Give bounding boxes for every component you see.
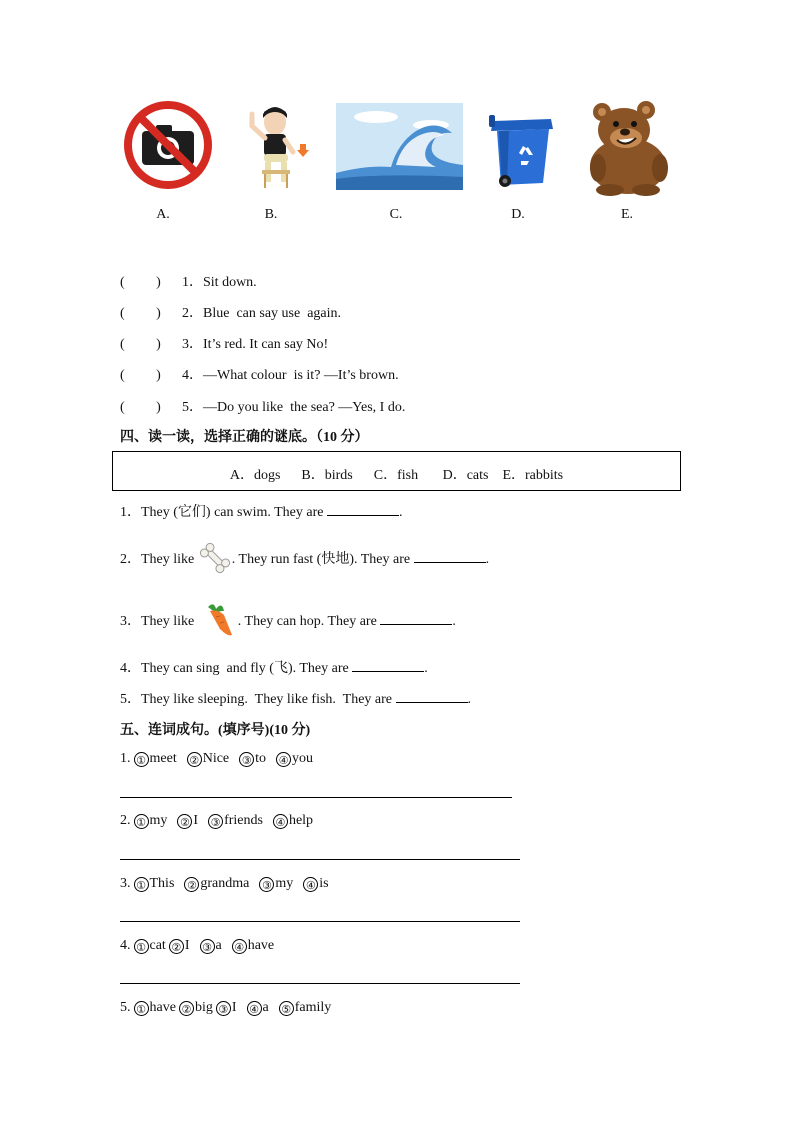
recycle-bin-icon bbox=[485, 109, 557, 189]
sitting-boy-icon bbox=[238, 100, 318, 192]
riddle-item: 4．They can sing and fly (飞). They are . bbox=[120, 657, 428, 677]
answer-bracket[interactable]: ( ) bbox=[120, 400, 161, 415]
word-order-item: 3. ① This ② grandma ③ my ④ is bbox=[120, 876, 329, 892]
answer-blank[interactable] bbox=[352, 658, 424, 672]
matching-item: ( ) 2．Blue can say use again. bbox=[120, 306, 342, 321]
bone-icon bbox=[198, 541, 232, 575]
answer-bracket[interactable]: ( ) bbox=[120, 368, 161, 383]
matching-item: ( ) 5．—Do you like the sea? —Yes, I do. bbox=[120, 400, 406, 415]
answer-bracket[interactable]: ( ) bbox=[120, 306, 161, 321]
answer-blank[interactable] bbox=[327, 502, 399, 516]
matching-item: ( ) 1．Sit down. bbox=[120, 275, 257, 290]
picture-label-b: B. bbox=[264, 207, 278, 222]
answer-line[interactable] bbox=[120, 983, 520, 984]
section4-heading: 四、读一读，选择正确的谜底。（10 分） bbox=[120, 430, 369, 445]
riddle-item: 3．They like . They can hop. They are . bbox=[120, 610, 456, 631]
no-camera-icon bbox=[122, 99, 214, 191]
section5-heading: 五、连词成句。(填序号)(10 分) bbox=[120, 723, 311, 738]
word-order-item: 4. ① cat ② I ③ a ④ have bbox=[120, 938, 275, 954]
options-text: A．dogs B．birds C．fish D．cats E．rabbits bbox=[229, 468, 564, 483]
picture-label-e: E. bbox=[620, 207, 634, 222]
answer-line[interactable] bbox=[120, 797, 512, 798]
answer-blank[interactable] bbox=[380, 611, 452, 625]
picture-label-d: D. bbox=[511, 207, 525, 222]
answer-blank[interactable] bbox=[396, 689, 468, 703]
brown-bear-icon bbox=[584, 98, 672, 196]
matching-item: ( ) 3．It’s red. It can say No! bbox=[120, 337, 329, 352]
answer-line[interactable] bbox=[120, 859, 520, 860]
matching-item: ( ) 4．—What colour is it? —It’s brown. bbox=[120, 368, 399, 383]
word-order-item: 2. ① my ② I ③ friends ④ help bbox=[120, 813, 314, 829]
answer-bracket[interactable]: ( ) bbox=[120, 275, 161, 290]
sea-wave-icon bbox=[336, 103, 463, 190]
riddle-item: 1．They (它们) can swim. They are . bbox=[120, 501, 402, 521]
word-order-item: 1. ① meet ② Nice ③ to ④ you bbox=[120, 751, 314, 767]
picture-label-a: A. bbox=[156, 207, 170, 222]
riddle-item: 5．They like sleeping. They like fish. They are . bbox=[120, 688, 471, 708]
answer-bracket[interactable]: ( ) bbox=[120, 337, 161, 352]
riddle-item: 2．They like . They run fast (快地). They are . bbox=[120, 548, 489, 569]
answer-blank[interactable] bbox=[414, 549, 486, 563]
picture-label-c: C. bbox=[389, 207, 403, 222]
word-order-item: 5. ① have ② big ③ I ④ a ⑤ family bbox=[120, 1000, 332, 1016]
answer-line[interactable] bbox=[120, 921, 520, 922]
carrot-icon bbox=[198, 599, 238, 639]
options-box bbox=[112, 451, 681, 491]
